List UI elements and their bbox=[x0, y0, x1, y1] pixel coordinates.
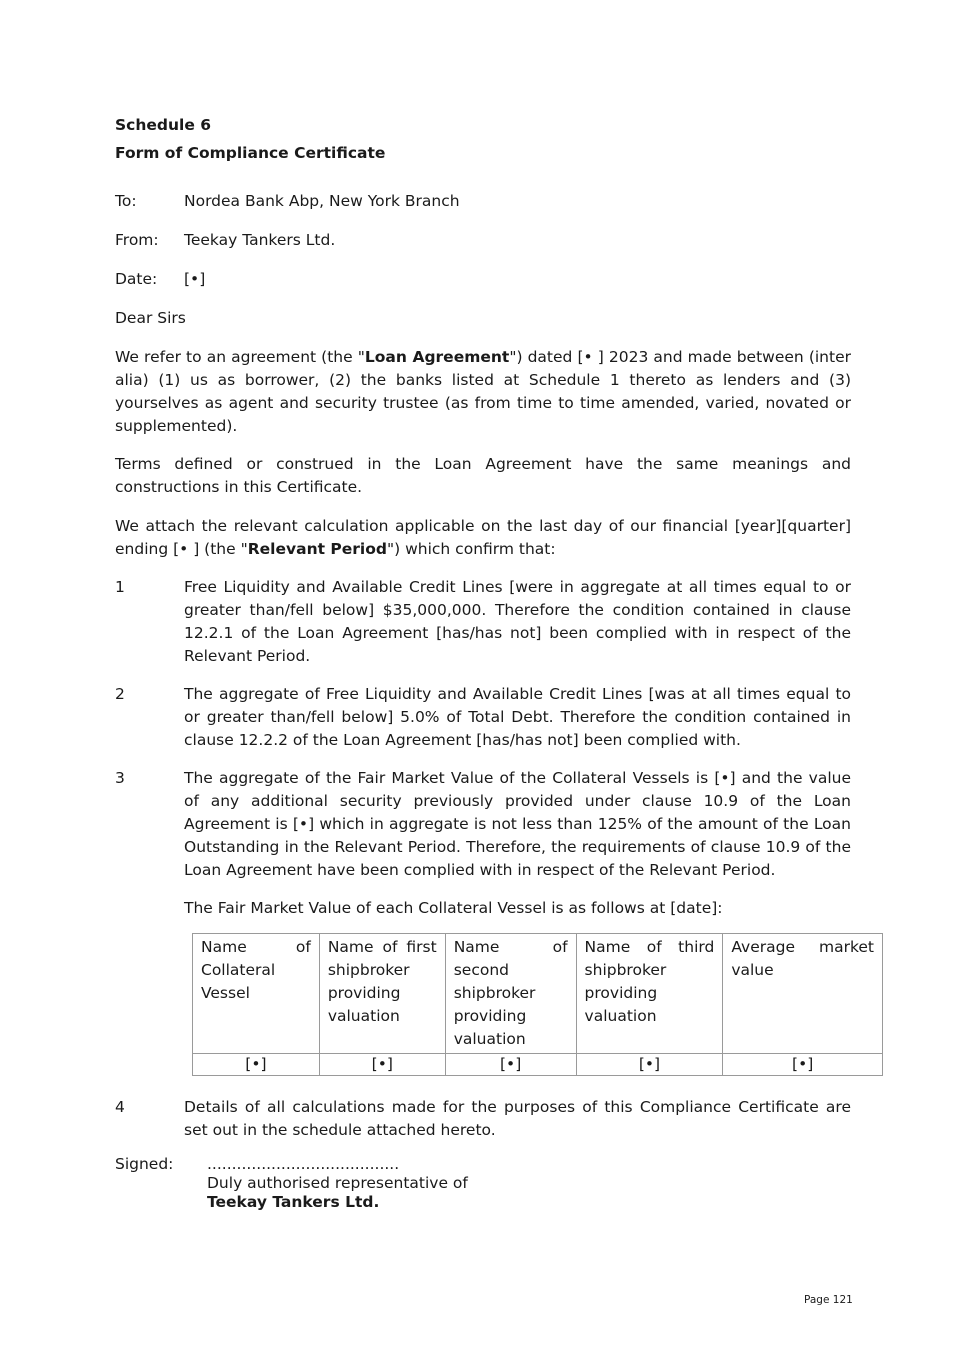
signature-block bbox=[207, 1155, 468, 1212]
to-value: Nordea Bank Abp, New York Branch bbox=[184, 192, 460, 210]
signatory-capacity: Duly authorised representative of bbox=[207, 1174, 468, 1192]
table-header-cell: Name of first shipbroker providing valuation bbox=[319, 934, 445, 1054]
para1-text-b: ") dated [• ] 2023 and made between (inter alia) (1) us as borrower, (2) the banks listed at Schedule 1 thereto as lenders and (3) yourselves as agent and security trustee (as from time to time amended, varied, novated or supplemented). bbox=[115, 348, 851, 435]
para3-text-a: We attach the relevant calculation applicable on the last day of our financial [year][quarter] ending [• ] (the " bbox=[115, 517, 851, 558]
fmv-intro: The Fair Market Value of each Collateral Vessel is as follows at [date]: bbox=[184, 899, 723, 917]
table-header-cell: Name of Collateral Vessel bbox=[193, 934, 320, 1054]
clause-number: 2 bbox=[115, 685, 125, 703]
from-value: Teekay Tankers Ltd. bbox=[184, 231, 336, 249]
from-line bbox=[115, 229, 851, 251]
clause-item bbox=[115, 683, 851, 752]
date-line bbox=[115, 268, 851, 290]
clause-number: 1 bbox=[115, 578, 125, 596]
table-cell: [•] bbox=[723, 1054, 883, 1076]
table-cell: [•] bbox=[576, 1054, 723, 1076]
clause-text: The aggregate of the Fair Market Value of the Collateral Vessels is [•] and the value of any additional security previously provided under clause 10.9 of the Loan Agreement is [•] which in aggregate is not less than 125% of the amount of the Loan Outstanding in the Relevant Period. Therefore, the requirements of clause 10.9 of the Loan Agreement have been complied with in respect of the Relevant Period. bbox=[184, 769, 851, 879]
signature-line: ....................................... bbox=[207, 1155, 400, 1173]
table-cell: [•] bbox=[319, 1054, 445, 1076]
salutation: Dear Sirs bbox=[115, 309, 186, 327]
clause-item bbox=[115, 767, 851, 882]
table-cell: [•] bbox=[445, 1054, 576, 1076]
clause-item bbox=[115, 1096, 851, 1142]
table-header-row bbox=[193, 934, 883, 1054]
schedule-heading: Schedule 6 bbox=[115, 116, 212, 134]
clause-text: The aggregate of Free Liquidity and Available Credit Lines [was at all times equal to or greater than/fell below] 5.0% of Total Debt. Therefore the condition contained in clause 12.2.2 of the Loan Agreement [has/has not] been complied with. bbox=[184, 685, 851, 749]
table-cell: [•] bbox=[193, 1054, 320, 1076]
page-number: Page 121 bbox=[804, 1294, 853, 1306]
signatory-company: Teekay Tankers Ltd. bbox=[207, 1193, 380, 1211]
table-header-cell: Name of second shipbroker providing valuation bbox=[445, 934, 576, 1054]
paragraph-relevant-period bbox=[115, 515, 851, 561]
para3-text-b: ") which confirm that: bbox=[387, 540, 556, 558]
table-header-cell: Name of third shipbroker providing valuation bbox=[576, 934, 723, 1054]
clause-text: Details of all calculations made for the purposes of this Compliance Certificate are set out in the schedule attached hereto. bbox=[184, 1098, 851, 1139]
to-line bbox=[115, 190, 851, 212]
signature-label: Signed: bbox=[115, 1155, 174, 1173]
clause-text: Free Liquidity and Available Credit Lines [were in aggregate at all times equal to or greater than/fell below] $35,000,000. Therefore the condition contained in clause 12.2.1 of the Loan Agreement [has/has not] been complied with in respect of the Relevant Period. bbox=[184, 578, 851, 665]
para1-text-a: We refer to an agreement (the " bbox=[115, 348, 365, 366]
to-label: To: bbox=[115, 192, 137, 210]
paragraph-loan-agreement bbox=[115, 346, 851, 438]
from-label: From: bbox=[115, 231, 159, 249]
form-title: Form of Compliance Certificate bbox=[115, 144, 386, 162]
date-label: Date: bbox=[115, 270, 158, 288]
date-value: [•] bbox=[184, 270, 206, 288]
fair-market-value-table bbox=[192, 933, 883, 1076]
clause-item bbox=[115, 576, 851, 668]
table-row bbox=[193, 1054, 883, 1076]
clause-number: 3 bbox=[115, 769, 125, 787]
table-header-cell: Average market value bbox=[723, 934, 883, 1054]
relevant-period-term: Relevant Period bbox=[247, 540, 387, 558]
clause-number: 4 bbox=[115, 1098, 125, 1116]
loan-agreement-term: Loan Agreement bbox=[364, 348, 510, 366]
paragraph-terms: Terms defined or construed in the Loan Agreement have the same meanings and constructions in this Certificate. bbox=[115, 455, 851, 496]
addressee-block bbox=[115, 190, 851, 329]
